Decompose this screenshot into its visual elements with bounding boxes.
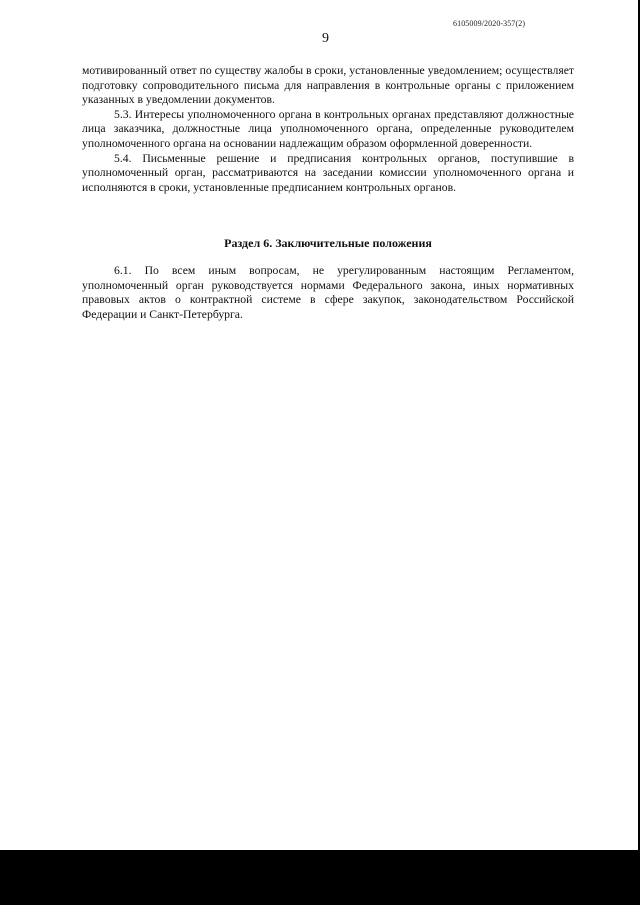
- section-5-text: [82, 64, 574, 195]
- section-6-heading: Раздел 6. Заключительные положения: [224, 236, 432, 250]
- scan-border: [0, 850, 640, 905]
- paragraph-5-3: 5.3. Интересы уполномоченного органа в контрольных органах представляют должностные лица заказчика, должностные лица уполномоченного органа, определенные руководителем уполномоченного органа на основании надлежащим образом оформленной доверенности.: [82, 107, 574, 150]
- paragraph-5-4: 5.4. Письменные решение и предписания контрольных органов, поступившие в уполномоченный орган, рассматриваются на заседании комиссии уполномоченного органа и исполняются в сроки, установленные предписанием контрольных органов.: [82, 151, 574, 194]
- section-6-text: [82, 264, 574, 322]
- document-id: 6105009/2020-357(2): [453, 19, 526, 28]
- paragraph-6-1: 6.1. По всем иным вопросам, не урегулированным настоящим Регламентом, уполномоченный орган руководствуется нормами Федерального закона, иных нормативных правовых актов о контрактной системе в сфере закупок, законодательством Российской Федерации и Санкт-Петербурга.: [82, 264, 574, 321]
- paragraph-continuation: мотивированный ответ по существу жалобы в сроки, установленные уведомлением; осуществляет подготовку сопроводительного письма для направления в контрольные органы с приложением указанных в уведомлении документов.: [82, 64, 574, 107]
- page-number: 9: [322, 31, 329, 46]
